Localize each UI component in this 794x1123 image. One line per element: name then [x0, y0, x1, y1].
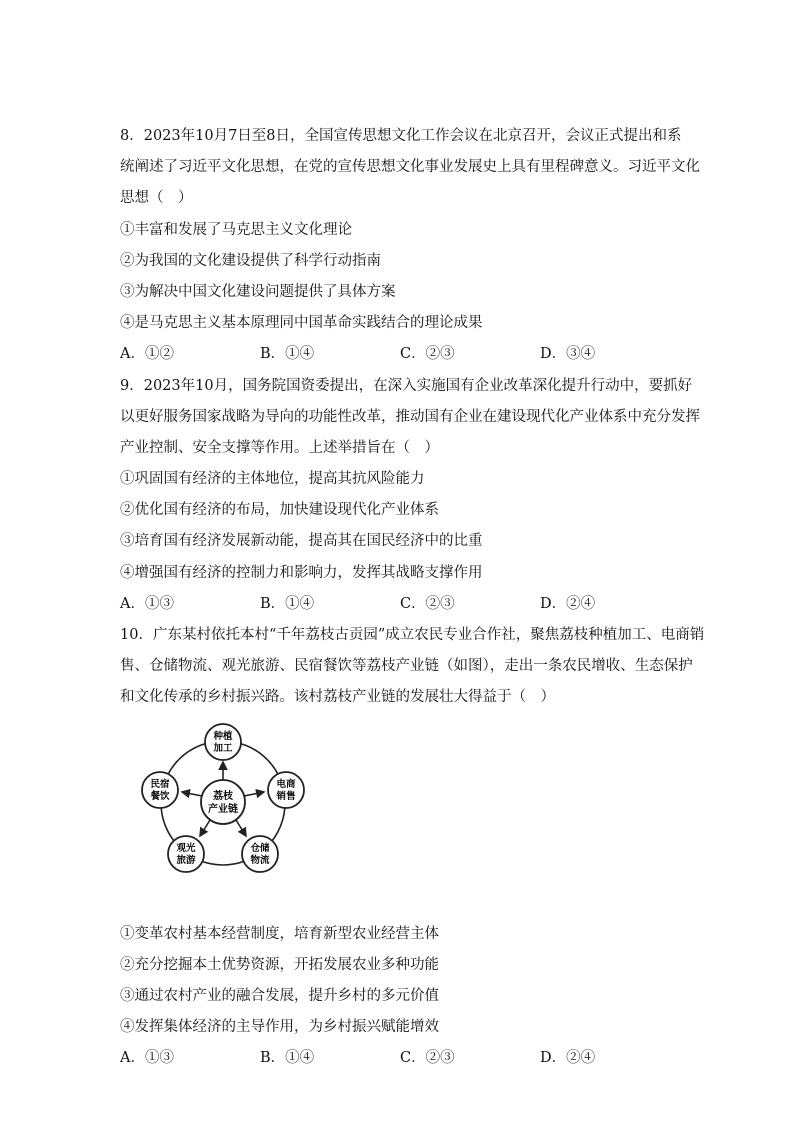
- node-sightseeing-tourism: [168, 836, 204, 872]
- question-stem-line: 以更好服务国家战略为导向的功能性改革，推动国有企业在建设现代化产业体系中充分发挥: [120, 408, 700, 425]
- answer-choices: [120, 339, 680, 370]
- option-statement: ④增强国有经济的控制力和影响力，发挥其战略支撑作用: [120, 564, 483, 581]
- node-label: 物流: [250, 854, 270, 866]
- choice-b: B．①④: [260, 595, 315, 612]
- center-node: [201, 780, 245, 824]
- answer-choices: [120, 589, 680, 620]
- industry-chain-diagram: [120, 714, 680, 919]
- node-planting-processing: [205, 724, 241, 760]
- node-label: 餐饮: [150, 790, 170, 802]
- node-label: 仓储: [250, 842, 270, 854]
- choice-a: A．①③: [120, 1050, 174, 1067]
- option-statement: ②为我国的文化建设提供了科学行动指南: [120, 252, 381, 269]
- question-stem-line: 思想（ ）: [120, 190, 193, 207]
- choice-d: D．③④: [540, 346, 596, 363]
- choice-d: D．②④: [540, 595, 596, 612]
- node-label: 销售: [276, 790, 296, 802]
- question-10: [120, 620, 705, 1075]
- arrow-to-node: [244, 792, 264, 796]
- choice-d: D．②④: [540, 1050, 596, 1067]
- choice-a: A．①②: [120, 346, 174, 363]
- question-stem-line: 8．2023年10月7日至8日，全国宣传思想文化工作会议在北京召开，会议正式提出和系: [120, 128, 682, 144]
- option-statement: ②优化国有经济的布局，加快建设现代化产业体系: [120, 502, 439, 519]
- arrow-to-node: [236, 820, 246, 836]
- answer-choices: [120, 1043, 680, 1074]
- node-label: 加工: [213, 742, 233, 754]
- choice-a: A．①③: [120, 595, 174, 612]
- choice-b: B．①④: [260, 1050, 315, 1067]
- question-stem-line: 产业控制、安全支撑等作用。上述举措旨在（ ）: [120, 439, 439, 456]
- choice-c: C．②③: [400, 346, 455, 363]
- node-storage-logistics: [242, 836, 278, 872]
- option-statement: ②充分挖掘本土优势资源，开拓发展农业多种功能: [120, 956, 439, 973]
- node-label: 旅游: [176, 854, 196, 866]
- choice-b: B．①④: [260, 346, 315, 363]
- node-ecommerce-sales: [268, 772, 304, 808]
- option-statement: ①巩固国有经济的主体地位，提高其抗风险能力: [120, 471, 425, 488]
- option-statement: ④发挥集体经济的主导作用，为乡村振兴赋能增效: [120, 1019, 439, 1036]
- question-8: [120, 121, 700, 371]
- option-statement: ④是马克思主义基本原理同中国革命实践结合的理论成果: [120, 315, 483, 332]
- option-statement: ③为解决中国文化建设问题提供了具体方案: [120, 283, 396, 300]
- industry-chain-svg: [128, 720, 318, 880]
- center-label: 荔枝: [213, 790, 233, 802]
- question-9: [120, 371, 700, 621]
- questions-column: [120, 121, 705, 1075]
- node-label: 观光: [176, 842, 196, 854]
- question-stem-line: 10．广东某村依托本村“千年荔枝古贡园”成立农民专业合作社，聚焦荔枝种植加工、电商销: [120, 627, 705, 643]
- question-stem-line: 和文化传承的乡村振兴路。该村荔枝产业链的发展壮大得益于（ ）: [120, 689, 555, 706]
- option-statement: ③通过农村产业的融合发展，提升乡村的多元价值: [120, 987, 439, 1004]
- node-label: 种植: [213, 730, 233, 742]
- arrow-to-node: [200, 820, 210, 836]
- choice-c: C．②③: [400, 1050, 455, 1067]
- question-stem-line: 9．2023年10月，国务院国资委提出，在深入实施国有企业改革深化提升行动中，要抓好: [120, 377, 693, 394]
- choice-c: C．②③: [400, 595, 455, 612]
- arrow-to-node: [182, 792, 202, 796]
- option-statement: ①丰富和发展了马克思主义文化理论: [120, 221, 352, 238]
- question-stem-line: 统阐述了习近平文化思想，在党的宣传思想文化事业发展史上具有里程碑意义。习近平文化: [120, 159, 700, 176]
- node-label: 民宿: [150, 778, 170, 790]
- node-label: 电商: [276, 778, 296, 790]
- node-homestay-catering: [142, 772, 178, 808]
- center-label: 产业链: [208, 803, 238, 815]
- option-statement: ①变革农村基本经营制度，培育新型农业经营主体: [120, 925, 439, 942]
- option-statement: ③培育国有经济发展新动能，提高其在国民经济中的比重: [120, 533, 483, 550]
- question-stem-line: 售、仓储物流、观光旅游、民宿餐饮等荔枝产业链（如图），走出一条农民增收、生态保护: [120, 658, 693, 675]
